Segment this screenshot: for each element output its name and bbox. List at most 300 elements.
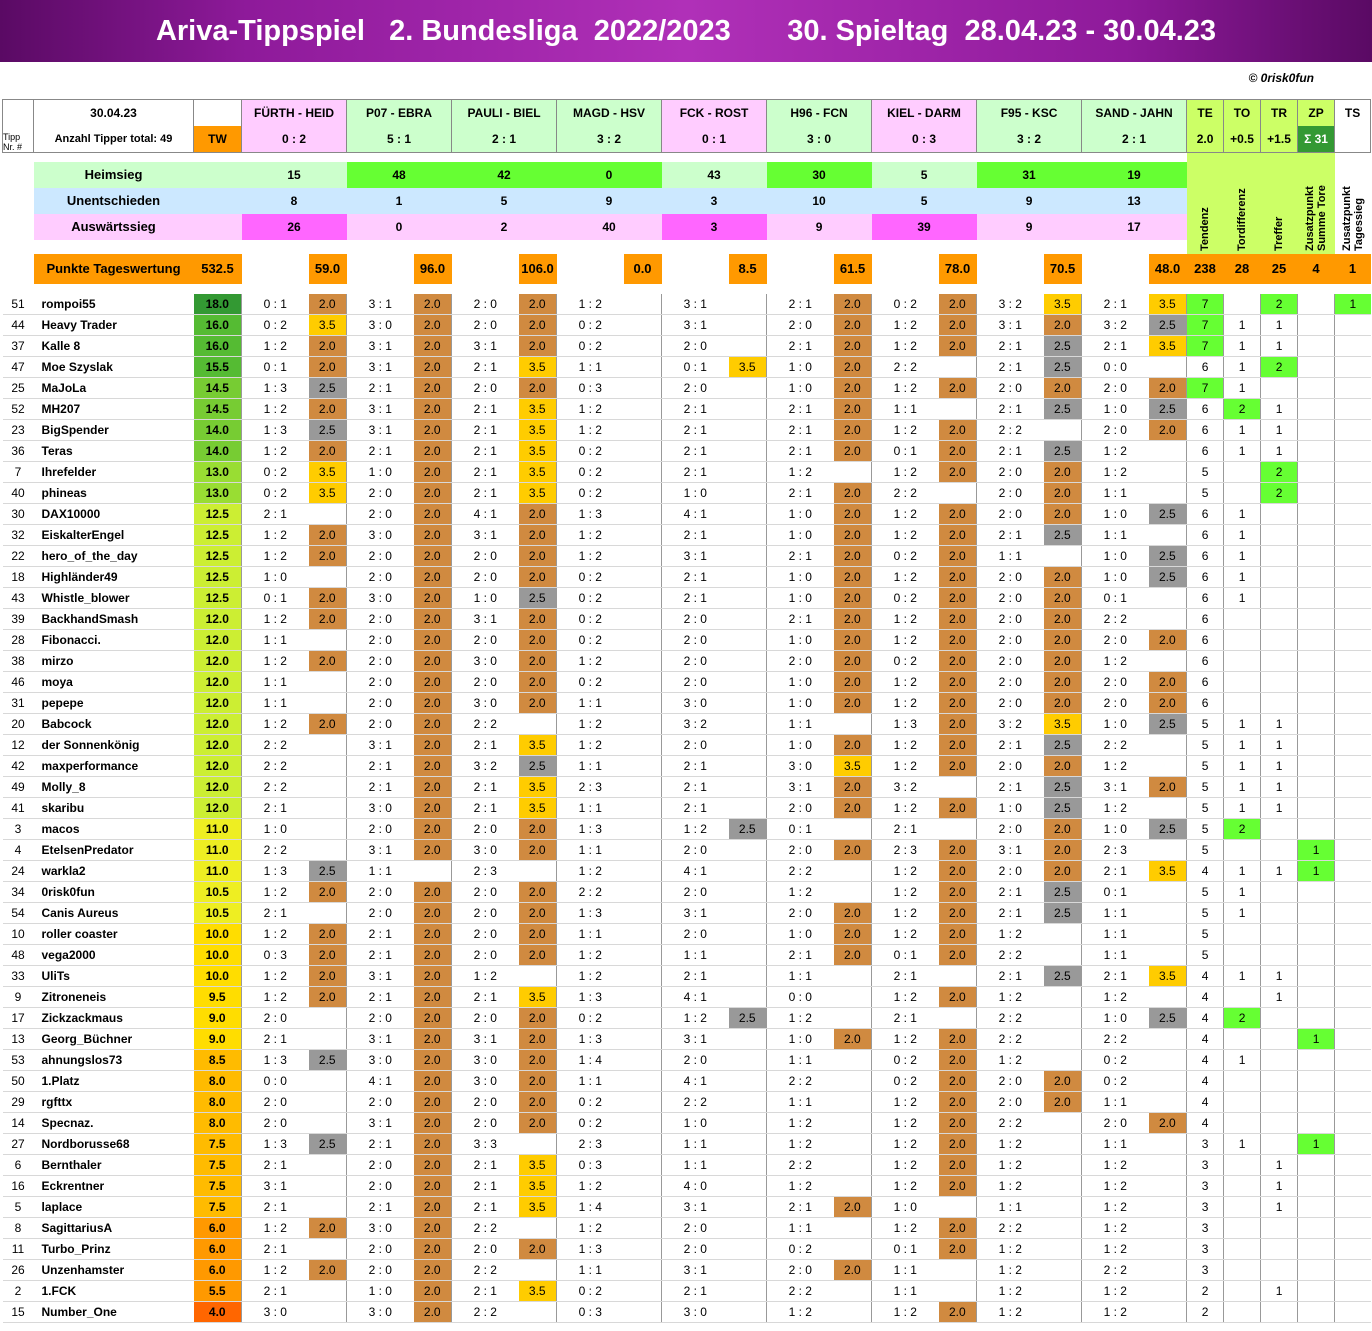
- player-number: 13: [3, 1029, 34, 1050]
- tip-points: 2.0: [939, 546, 977, 567]
- tip-points: [834, 1155, 872, 1176]
- tip-score: 2 : 1: [452, 462, 519, 483]
- tip-score: 1 : 0: [1082, 714, 1149, 735]
- tip-score: 3 : 0: [662, 1302, 729, 1323]
- table-row: [3, 903, 1371, 924]
- tip-points: [624, 924, 662, 945]
- tip-score: 2 : 0: [662, 735, 729, 756]
- punkte-total: 532.5: [194, 254, 242, 284]
- bonus-label-cell: [1224, 162, 1261, 254]
- table-row: [3, 1260, 1371, 1281]
- table-row: [3, 378, 1371, 399]
- tip-points: 2.0: [519, 1071, 557, 1092]
- bonus-points: 3: [1187, 1260, 1224, 1281]
- bonus-label: Tordifferenz: [1236, 187, 1249, 251]
- player-total: 16.0: [194, 315, 242, 336]
- player-number: 33: [3, 966, 34, 987]
- tip-points: [624, 609, 662, 630]
- table-row: [3, 1218, 1371, 1239]
- tip-score: 1 : 0: [452, 588, 519, 609]
- tip-score: 1 : 2: [767, 1302, 834, 1323]
- bonus-points: [1298, 672, 1335, 693]
- bonus-value: 2.0: [1187, 126, 1224, 153]
- table-row: [3, 357, 1371, 378]
- player-name: roller coaster: [34, 924, 194, 945]
- bonus-total: 25: [1261, 254, 1298, 284]
- bonus-label: Zusatzpunkt Summe Tore: [1304, 184, 1329, 251]
- tip-score: 1 : 1: [557, 798, 624, 819]
- tip-score: 0 : 1: [872, 945, 939, 966]
- table-row: [3, 840, 1371, 861]
- tip-score: 1 : 1: [1082, 945, 1149, 966]
- tip-score: 2 : 0: [662, 378, 729, 399]
- tip-score: 1 : 2: [872, 1176, 939, 1197]
- player-number: 52: [3, 399, 34, 420]
- tip-score: 3 : 1: [452, 609, 519, 630]
- tip-points: [834, 966, 872, 987]
- bonus-points: [1335, 651, 1371, 672]
- tip-score: 0 : 2: [1082, 1050, 1149, 1071]
- tip-score: 2 : 1: [452, 1155, 519, 1176]
- bonus-points: 1: [1335, 294, 1371, 315]
- bonus-points: 5: [1187, 756, 1224, 777]
- bonus-points: [1335, 378, 1371, 399]
- tip-score: 2 : 0: [347, 1260, 414, 1281]
- tip-score: 1 : 2: [557, 294, 624, 315]
- bonus-points: [1224, 1071, 1261, 1092]
- player-total: 12.0: [194, 714, 242, 735]
- tip-score: 0 : 0: [1082, 357, 1149, 378]
- summary-label: Heimsieg: [34, 162, 194, 188]
- tip-points: [1149, 1155, 1187, 1176]
- tip-score: 2 : 2: [242, 840, 309, 861]
- tip-score: 2 : 0: [662, 1218, 729, 1239]
- tip-score: 2 : 1: [662, 420, 729, 441]
- tip-score: 0 : 2: [557, 1008, 624, 1029]
- player-number: 17: [3, 1008, 34, 1029]
- bonus-points: 3: [1187, 1239, 1224, 1260]
- bonus-points: [1335, 1155, 1371, 1176]
- tip-points: [729, 567, 767, 588]
- tip-points: 2.0: [1044, 1092, 1082, 1113]
- tip-points: [309, 840, 347, 861]
- tip-score: 2 : 1: [662, 462, 729, 483]
- tip-score: 1 : 2: [242, 882, 309, 903]
- tip-points: 2.5: [1044, 777, 1082, 798]
- match-punkte: 8.5: [729, 254, 767, 284]
- tip-score: 1 : 1: [242, 693, 309, 714]
- player-number: 46: [3, 672, 34, 693]
- table-row: [3, 924, 1371, 945]
- tip-score: 3 : 1: [662, 1197, 729, 1218]
- bonus-points: 6: [1187, 672, 1224, 693]
- bonus-points: 4: [1187, 1008, 1224, 1029]
- bonus-code: TE: [1187, 100, 1224, 126]
- bonus-points: 6: [1187, 399, 1224, 420]
- summary-count: 8: [242, 188, 347, 214]
- bonus-points: 1: [1224, 378, 1261, 399]
- tip-points: [1149, 588, 1187, 609]
- bonus-points: 4: [1187, 1050, 1224, 1071]
- tip-score: 3 : 1: [347, 966, 414, 987]
- tip-points: [729, 924, 767, 945]
- match-name: KIEL - DARM: [872, 100, 977, 126]
- tip-points: [624, 966, 662, 987]
- tip-score: 2 : 0: [452, 1008, 519, 1029]
- bonus-points: [1298, 1092, 1335, 1113]
- tip-score: 3 : 0: [452, 1071, 519, 1092]
- player-name: 1.Platz: [34, 1071, 194, 1092]
- tip-score: 1 : 2: [872, 336, 939, 357]
- tip-points: [729, 462, 767, 483]
- tip-points: 2.0: [939, 798, 977, 819]
- tip-points: 2.5: [1149, 546, 1187, 567]
- tip-points: [519, 714, 557, 735]
- tip-points: [1149, 1239, 1187, 1260]
- player-number: 24: [3, 861, 34, 882]
- tip-points: 2.0: [939, 714, 977, 735]
- tip-score: 3 : 2: [872, 777, 939, 798]
- player-name: Zitroneneis: [34, 987, 194, 1008]
- tip-points: 2.0: [309, 441, 347, 462]
- table-row: [3, 525, 1371, 546]
- bonus-points: 4: [1187, 1092, 1224, 1113]
- tip-score: 3 : 1: [662, 903, 729, 924]
- bonus-points: 2: [1261, 294, 1298, 315]
- tip-points: [1149, 756, 1187, 777]
- tip-score: 1 : 2: [872, 735, 939, 756]
- bonus-points: 2: [1261, 357, 1298, 378]
- tip-points: 2.0: [414, 1134, 452, 1155]
- match-result: 3 : 2: [977, 126, 1082, 153]
- bonus-points: [1224, 1113, 1261, 1134]
- tip-score: 2 : 2: [977, 1008, 1044, 1029]
- table-row: [3, 966, 1371, 987]
- bonus-points: 7: [1187, 294, 1224, 315]
- tip-points: [834, 1050, 872, 1071]
- bonus-points: [1261, 1029, 1298, 1050]
- tip-score: 1 : 2: [872, 924, 939, 945]
- tip-points: [624, 1050, 662, 1071]
- tip-points: [729, 504, 767, 525]
- tip-points: [729, 1302, 767, 1323]
- date-label: 30.04.23: [34, 100, 194, 126]
- player-name: Unzenhamster: [34, 1260, 194, 1281]
- tip-points: [1044, 546, 1082, 567]
- tip-points: 2.0: [414, 1218, 452, 1239]
- tip-score: 0 : 2: [557, 588, 624, 609]
- tip-score: 1 : 1: [1082, 483, 1149, 504]
- bonus-code: TO: [1224, 100, 1261, 126]
- tip-points: 2.5: [1149, 567, 1187, 588]
- tip-score: 2 : 1: [347, 924, 414, 945]
- player-name: Molly_8: [34, 777, 194, 798]
- bonus-points: [1261, 672, 1298, 693]
- player-number: 4: [3, 840, 34, 861]
- bonus-points: 2: [1261, 462, 1298, 483]
- tip-points: [729, 525, 767, 546]
- tip-points: 2.0: [414, 693, 452, 714]
- tip-points: [729, 1155, 767, 1176]
- tip-score: 2 : 1: [242, 1281, 309, 1302]
- player-name: pepepe: [34, 693, 194, 714]
- tip-score: 0 : 2: [872, 588, 939, 609]
- tip-score: 2 : 0: [347, 1092, 414, 1113]
- tip-score: 2 : 0: [662, 651, 729, 672]
- tip-score: 0 : 1: [662, 357, 729, 378]
- tip-points: [624, 525, 662, 546]
- player-name: Moe Szyslak: [34, 357, 194, 378]
- tip-points: 2.5: [1044, 399, 1082, 420]
- bonus-points: [1261, 1218, 1298, 1239]
- tip-score: 1 : 1: [767, 1218, 834, 1239]
- tip-score: 2 : 2: [557, 882, 624, 903]
- bonus-points: [1298, 1197, 1335, 1218]
- bonus-points: 1: [1261, 1176, 1298, 1197]
- tip-score: 2 : 1: [347, 441, 414, 462]
- tip-score: 2 : 0: [977, 651, 1044, 672]
- tip-points: 2.0: [939, 588, 977, 609]
- tip-score: 1 : 0: [767, 630, 834, 651]
- tip-points: 2.0: [309, 987, 347, 1008]
- tip-points: 2.0: [309, 924, 347, 945]
- tip-points: 2.0: [414, 336, 452, 357]
- player-total: 6.0: [194, 1260, 242, 1281]
- player-name: Whistle_blower: [34, 588, 194, 609]
- tip-points: 2.0: [519, 1008, 557, 1029]
- tip-points: [624, 945, 662, 966]
- tip-score: 1 : 0: [347, 462, 414, 483]
- tip-score: 4 : 1: [662, 504, 729, 525]
- tip-score: 1 : 0: [977, 798, 1044, 819]
- tip-points: [1149, 924, 1187, 945]
- player-number: 43: [3, 588, 34, 609]
- bonus-points: [1298, 1050, 1335, 1071]
- tip-score: 1 : 0: [767, 588, 834, 609]
- summary-count: 40: [557, 214, 662, 240]
- tip-score: 2 : 1: [242, 798, 309, 819]
- bonus-points: 1: [1298, 1029, 1335, 1050]
- tip-points: 2.0: [414, 567, 452, 588]
- tip-points: [624, 483, 662, 504]
- tip-score: 0 : 0: [767, 987, 834, 1008]
- tip-score: 1 : 2: [872, 567, 939, 588]
- bonus-points: 3: [1187, 1134, 1224, 1155]
- bonus-points: [1335, 777, 1371, 798]
- bonus-label: Zusatzpunkt Tagessieg: [1340, 185, 1365, 251]
- bonus-value: Σ 31: [1298, 126, 1335, 153]
- player-total: 12.0: [194, 777, 242, 798]
- tip-score: 0 : 1: [242, 357, 309, 378]
- player-total: 15.5: [194, 357, 242, 378]
- tip-points: 2.0: [414, 399, 452, 420]
- tip-points: 2.0: [939, 735, 977, 756]
- bonus-value: [1335, 126, 1371, 153]
- match-punkte: 78.0: [939, 254, 977, 284]
- tip-points: 2.0: [939, 609, 977, 630]
- table-row: [3, 693, 1371, 714]
- tip-score: 2 : 2: [977, 1218, 1044, 1239]
- tip-score: 1 : 2: [242, 987, 309, 1008]
- bonus-points: 6: [1187, 546, 1224, 567]
- standings-table: [2, 99, 1371, 1323]
- bonus-points: [1298, 609, 1335, 630]
- tip-points: [519, 1302, 557, 1323]
- tip-score: 1 : 2: [242, 525, 309, 546]
- tip-score: 1 : 2: [767, 1176, 834, 1197]
- tip-points: 2.0: [939, 567, 977, 588]
- player-total: 14.5: [194, 399, 242, 420]
- tip-points: [1044, 1197, 1082, 1218]
- tip-score: 1 : 0: [767, 735, 834, 756]
- tip-points: 2.0: [519, 840, 557, 861]
- tip-score: 1 : 2: [872, 1302, 939, 1323]
- tip-points: 2.0: [834, 735, 872, 756]
- tipper-total: Anzahl Tipper total: 49: [34, 126, 194, 153]
- tip-score: 2 : 0: [977, 504, 1044, 525]
- bonus-points: [1335, 315, 1371, 336]
- tip-score: 2 : 2: [767, 1281, 834, 1302]
- tip-score: 2 : 2: [872, 483, 939, 504]
- tip-points: 2.0: [1044, 315, 1082, 336]
- tip-score: 2 : 1: [977, 399, 1044, 420]
- tip-score: 1 : 2: [872, 798, 939, 819]
- tip-score: 1 : 2: [557, 1218, 624, 1239]
- tip-score: 3 : 0: [242, 1302, 309, 1323]
- tip-score: 2 : 1: [452, 1176, 519, 1197]
- tip-points: [1149, 1218, 1187, 1239]
- tip-score: 3 : 1: [347, 357, 414, 378]
- tip-score: 2 : 1: [977, 966, 1044, 987]
- summary-count: 1: [347, 188, 452, 214]
- tip-points: [624, 1029, 662, 1050]
- tip-score: 1 : 0: [1082, 546, 1149, 567]
- tip-points: 3.5: [519, 420, 557, 441]
- player-total: 11.0: [194, 840, 242, 861]
- tip-points: [1149, 1029, 1187, 1050]
- tip-points: 2.0: [834, 378, 872, 399]
- player-name: rgfttx: [34, 1092, 194, 1113]
- tip-score: 0 : 2: [557, 609, 624, 630]
- tip-points: 2.0: [939, 1218, 977, 1239]
- tip-score: 0 : 3: [557, 1155, 624, 1176]
- tip-points: 2.0: [414, 1239, 452, 1260]
- tip-points: 2.0: [309, 357, 347, 378]
- tip-points: 2.0: [414, 525, 452, 546]
- match-punkte: 106.0: [519, 254, 557, 284]
- tip-points: [1044, 1029, 1082, 1050]
- bonus-points: [1298, 504, 1335, 525]
- bonus-points: [1298, 1302, 1335, 1323]
- tip-points: 3.5: [1044, 294, 1082, 315]
- tip-score: 1 : 2: [557, 420, 624, 441]
- tip-points: [1149, 903, 1187, 924]
- table-row: [3, 1134, 1371, 1155]
- tip-score: 1 : 2: [977, 1155, 1044, 1176]
- player-name: EiskalterEngel: [34, 525, 194, 546]
- tip-points: 2.0: [939, 924, 977, 945]
- player-name: EtelsenPredator: [34, 840, 194, 861]
- bonus-value: +0.5: [1224, 126, 1261, 153]
- bonus-points: 6: [1187, 588, 1224, 609]
- tip-score: 2 : 0: [767, 315, 834, 336]
- tip-points: 2.0: [519, 1050, 557, 1071]
- tip-points: [1149, 1176, 1187, 1197]
- bonus-points: [1335, 399, 1371, 420]
- tip-score: 3 : 1: [347, 420, 414, 441]
- bonus-points: [1261, 1008, 1298, 1029]
- tip-points: [624, 1281, 662, 1302]
- bonus-points: 2: [1224, 399, 1261, 420]
- tip-points: 2.0: [414, 1113, 452, 1134]
- tip-points: [729, 1113, 767, 1134]
- player-number: 44: [3, 315, 34, 336]
- tip-points: [624, 294, 662, 315]
- tip-score: 0 : 2: [872, 651, 939, 672]
- tip-score: 1 : 0: [242, 567, 309, 588]
- tip-score: 2 : 0: [1082, 1113, 1149, 1134]
- tip-score: 2 : 1: [242, 1239, 309, 1260]
- tip-points: [624, 1197, 662, 1218]
- tip-points: 2.5: [1149, 714, 1187, 735]
- tip-points: [1149, 1134, 1187, 1155]
- bonus-points: [1335, 1113, 1371, 1134]
- summary-count: 42: [452, 162, 557, 188]
- tip-score: 1 : 0: [767, 672, 834, 693]
- bonus-points: 6: [1187, 504, 1224, 525]
- tip-score: 2 : 1: [242, 903, 309, 924]
- tip-score: 1 : 2: [557, 861, 624, 882]
- match-result: 5 : 1: [347, 126, 452, 153]
- tip-points: 2.5: [309, 861, 347, 882]
- player-number: 16: [3, 1176, 34, 1197]
- tip-points: 2.0: [414, 903, 452, 924]
- tip-score: 2 : 1: [1082, 966, 1149, 987]
- tip-points: 2.0: [414, 945, 452, 966]
- table-row: [3, 798, 1371, 819]
- summary-count: 19: [1082, 162, 1187, 188]
- bonus-points: 4: [1187, 1029, 1224, 1050]
- bonus-points: 7: [1187, 378, 1224, 399]
- bonus-points: [1335, 630, 1371, 651]
- tip-score: 1 : 0: [767, 567, 834, 588]
- bonus-points: 2: [1261, 483, 1298, 504]
- match-name: P07 - EBRA: [347, 100, 452, 126]
- tip-points: [309, 504, 347, 525]
- tip-score: 0 : 3: [557, 1302, 624, 1323]
- tip-score: 0 : 2: [557, 336, 624, 357]
- tip-score: 2 : 1: [452, 777, 519, 798]
- tip-score: 2 : 0: [347, 567, 414, 588]
- tip-points: 2.0: [414, 987, 452, 1008]
- tip-points: 2.0: [414, 357, 452, 378]
- tip-score: 2 : 1: [662, 1281, 729, 1302]
- tip-score: 1 : 0: [242, 819, 309, 840]
- tip-points: 2.0: [939, 882, 977, 903]
- bonus-points: 1: [1261, 1281, 1298, 1302]
- tip-score: 3 : 1: [662, 546, 729, 567]
- player-name: mirzo: [34, 651, 194, 672]
- tip-points: 2.0: [519, 315, 557, 336]
- bonus-label: Tendenz: [1199, 206, 1212, 251]
- tip-points: [624, 315, 662, 336]
- player-number: 42: [3, 756, 34, 777]
- bonus-points: [1261, 1050, 1298, 1071]
- match-name: PAULI - BIEL: [452, 100, 557, 126]
- tip-points: 2.0: [414, 714, 452, 735]
- tip-points: 2.0: [834, 777, 872, 798]
- tip-score: 0 : 2: [1082, 1071, 1149, 1092]
